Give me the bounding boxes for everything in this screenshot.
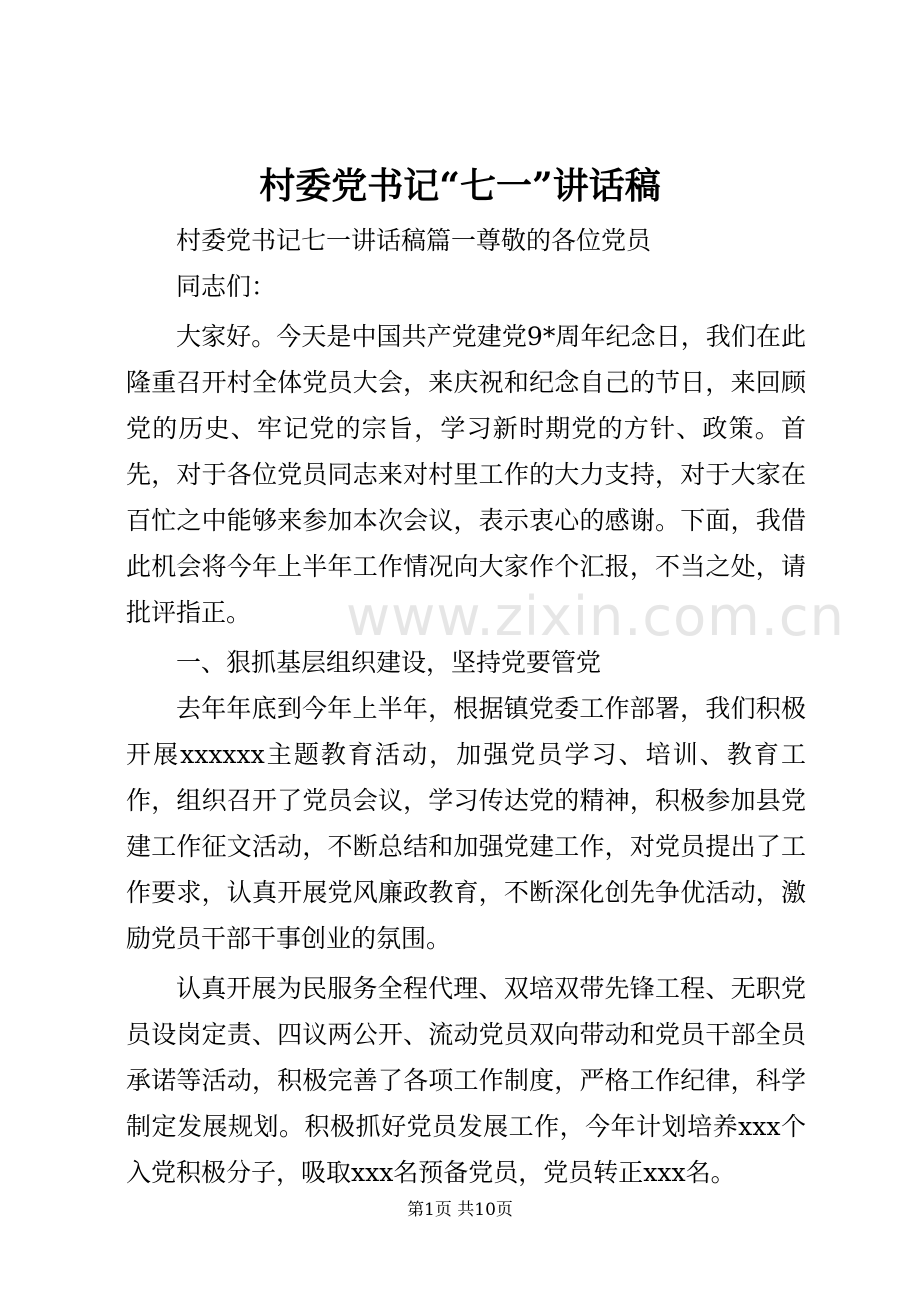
paragraph-party-building: 去年年底到今年上半年，根据镇党委工作部署，我们积极开展xxxxxx主题教育活动，加强党员学习、培训、教育工作，组织召开了党员会议，学习传达党的精神，积极参加县党建工作征文活动，不断总结和加强党建工作，对党员提出了工作要求，认真开展党风廉政教育，不断深化创先争优活动，激励党员干部干事创业的氛围。 bbox=[126, 694, 806, 953]
paragraph-activities: 认真开展为民服务全程代理、双培双带先锋工程、无职党员设岗定责、四议两公开、流动党员双向带动和党员干部全员承诺等活动，积极完善了各项工作制度，严格工作纪律，科学制定发展规划。积极抓好党员发展工作，今年计划培养xxx个入党积极分子，吸取xxx名预备党员，党员转正xxx名。 bbox=[126, 974, 806, 1187]
paragraph-opening: 村委党书记七一讲话稿篇一尊敬的各位党员 bbox=[176, 226, 652, 255]
document-title: 村委党书记“七一”讲话稿 bbox=[259, 165, 661, 207]
section-heading-1: 一、狠抓基层组织建设，坚持党要管党 bbox=[176, 648, 602, 677]
paragraph-greeting: 大家好。今天是中国共产党建党9*周年纪念日，我们在此隆重召开村全体党员大会，来庆祝和纪念自己的节日，来回顾党的历史、牢记党的宗旨，学习新时期党的方针、政策。首先，对于各位党员同志来对村里工作的大力支持，对于大家在百忙之中能够来参加本次会议，表示衷心的感谢。下面，我借此机会将今年上半年工作情况向大家作个汇报，不当之处，请批评指正。 bbox=[126, 322, 806, 627]
paragraph-salutation: 同志们： bbox=[176, 272, 277, 301]
document-body bbox=[126, 218, 806, 1196]
watermark: www.zixin.com.cn bbox=[346, 585, 845, 648]
page-footer: 第1页 共10页 bbox=[407, 1200, 513, 1220]
